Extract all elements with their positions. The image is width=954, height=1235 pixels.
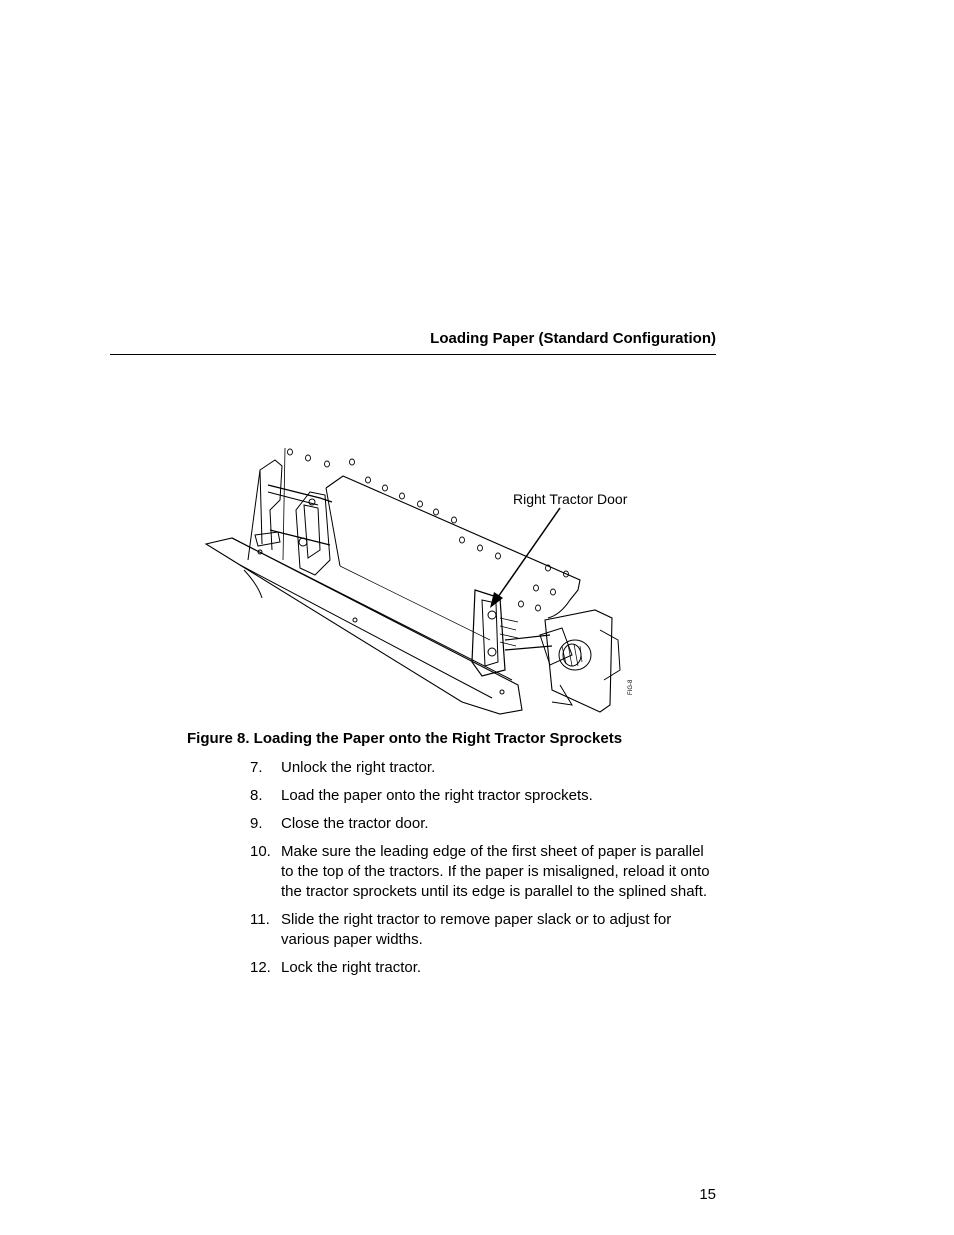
page-number: 15 xyxy=(699,1186,716,1203)
step-text: Lock the right tractor. xyxy=(281,959,422,976)
step-number: 12. xyxy=(250,959,271,976)
step-text: Close the tractor door. xyxy=(281,815,429,832)
printer-tractor-illustration xyxy=(200,440,660,715)
step-item xyxy=(250,842,720,902)
step-number: 8. xyxy=(250,787,263,804)
step-number: 7. xyxy=(250,759,263,776)
svg-text:FIG-8: FIG-8 xyxy=(628,679,634,695)
step-item xyxy=(250,758,720,778)
step-item xyxy=(250,910,720,950)
step-number: 9. xyxy=(250,815,263,832)
step-number: 11. xyxy=(250,911,270,928)
step-item xyxy=(250,786,720,806)
step-number: 10. xyxy=(250,843,271,860)
step-item xyxy=(250,958,720,978)
running-header: Loading Paper (Standard Configuration) xyxy=(430,330,716,347)
figure-caption: Figure 8. Loading the Paper onto the Right Tractor Sprockets xyxy=(187,730,623,747)
step-text: Make sure the leading edge of the first sheet of paper is parallel to the top of the tractors. If the paper is misaligned, reload it onto the tractor sprockets until its edge is parallel to the splined shaft. xyxy=(281,843,710,900)
step-text: Unlock the right tractor. xyxy=(281,759,436,776)
step-text: Load the paper onto the right tractor sprockets. xyxy=(281,787,593,804)
step-text: Slide the right tractor to remove paper slack or to adjust for various paper widths. xyxy=(281,911,672,948)
header-rule xyxy=(110,354,716,355)
right-tractor-door-callout: Right Tractor Door xyxy=(513,491,628,507)
step-item xyxy=(250,814,720,834)
step-list xyxy=(250,758,720,986)
